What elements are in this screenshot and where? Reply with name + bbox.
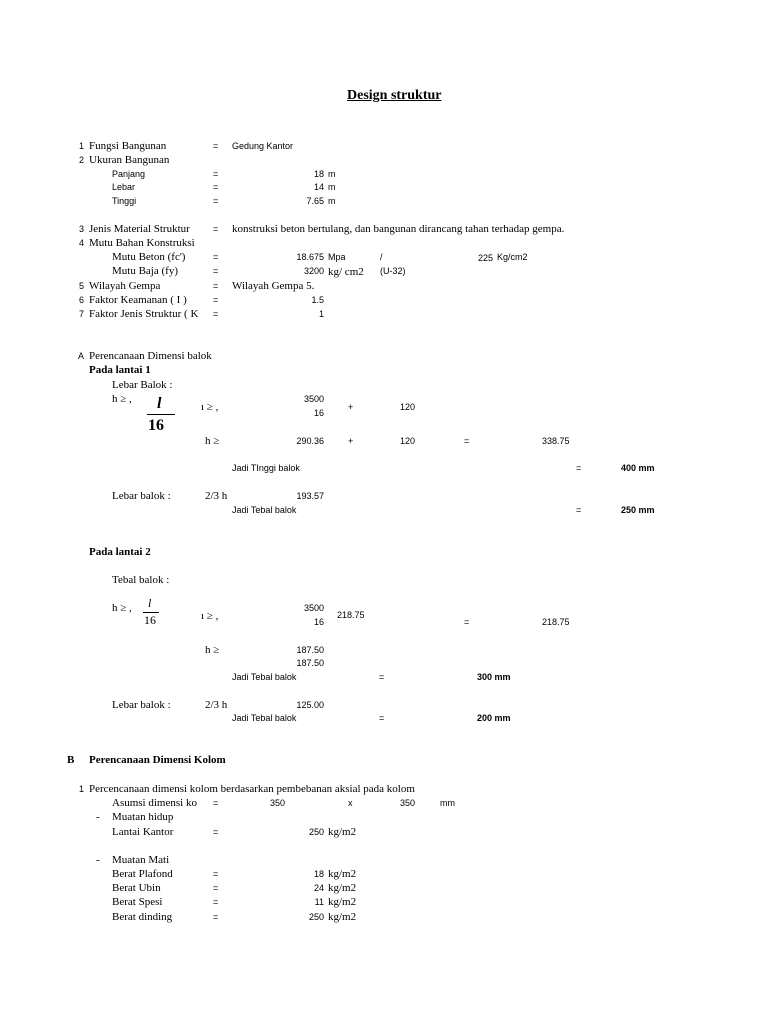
equals-sign: = <box>379 672 385 682</box>
item-number: 7 <box>78 309 84 319</box>
fraction-numerator: l <box>157 395 162 412</box>
load-unit: kg/m2 <box>328 826 357 838</box>
item-value: Wilayah Gempa 5. <box>232 280 315 292</box>
equals-sign: = <box>213 196 219 206</box>
result-label: Jadi Tebal balok <box>232 713 297 723</box>
item-number: 2 <box>78 155 84 165</box>
load-label: Berat dinding <box>112 911 173 923</box>
result-label: Jadi TInggi balok <box>232 463 300 473</box>
load-value: 18 <box>313 869 324 879</box>
item-number: 6 <box>78 295 84 305</box>
result-label: Jadi Tebal balok <box>232 672 297 682</box>
item-label: Fungsi Bangunan <box>89 140 167 152</box>
equals-sign: = <box>213 798 219 808</box>
material-value: 225 <box>477 253 493 263</box>
dimension-label: Panjang <box>112 169 146 179</box>
material-label: Mutu Beton (fc') <box>112 251 186 263</box>
load-unit: kg/m2 <box>328 882 357 894</box>
list-dash: - <box>96 811 100 823</box>
load-label: Berat Ubin <box>112 882 161 894</box>
load-group-label: Muatan Mati <box>112 854 170 866</box>
calc-value: 3500 <box>303 603 324 613</box>
calc-value: 193.57 <box>296 491 324 501</box>
formula-h: h ≥ , <box>112 393 132 405</box>
item-label: Faktor Keamanan ( I ) <box>89 294 187 306</box>
calc-result: 338.75 <box>542 436 570 446</box>
item-value: Gedung Kantor <box>232 141 294 151</box>
plus-sign: + <box>348 402 354 412</box>
dimension-value: 14 <box>313 182 324 192</box>
calc-value: 16 <box>313 617 324 627</box>
section-title: Perencanaan Dimensi balok <box>89 350 212 362</box>
equals-sign: = <box>213 169 219 179</box>
dimension-label: Lebar <box>112 182 136 192</box>
item-value: 1 <box>318 309 324 319</box>
result-value: 400 mm <box>621 463 655 473</box>
load-label: Berat Plafond <box>112 868 173 880</box>
equals-sign: = <box>379 713 385 723</box>
equals-sign: = <box>213 224 219 234</box>
list-dash: - <box>96 854 100 866</box>
material-unit: kg/ cm2 <box>328 266 364 278</box>
dimension-unit: m <box>328 196 336 206</box>
material-value: 3200 <box>303 266 324 276</box>
result-value: 300 mm <box>477 672 511 682</box>
equals-sign: = <box>213 912 219 922</box>
calc-result: 218.75 <box>542 617 570 627</box>
equals-sign: = <box>213 281 219 291</box>
equals-sign: = <box>213 182 219 192</box>
formula-two-thirds: 2/3 h <box>205 699 228 711</box>
calc-value: 218.75 <box>337 610 365 620</box>
calc-value: 125.00 <box>296 700 324 710</box>
material-value: 18.675 <box>296 252 324 262</box>
fraction-bar <box>147 414 175 415</box>
column-dimension: 350 <box>400 798 416 808</box>
load-value: 250 <box>308 912 324 922</box>
equals-sign: = <box>213 869 219 879</box>
calc-value: 120 <box>400 436 416 446</box>
slash-separator: / <box>380 252 383 262</box>
item-number: 4 <box>78 238 84 248</box>
dimension-unit: m <box>328 182 336 192</box>
subsection-heading: Pada lantai 1 <box>89 364 151 376</box>
item-label: Jenis Material Struktur <box>89 223 190 235</box>
calc-value: 187.50 <box>296 658 324 668</box>
section-title: Perencanaan Dimensi Kolom <box>89 754 226 766</box>
steel-grade: (U-32) <box>380 266 406 276</box>
item-number: 1 <box>78 141 84 151</box>
subsection-heading: Pada lantai 2 <box>89 546 151 558</box>
formula-h: ı ≥ , <box>201 401 219 413</box>
calc-value: 16 <box>313 408 324 418</box>
calc-value: 187.50 <box>296 645 324 655</box>
load-group-label: Muatan hidup <box>112 811 174 823</box>
times-sign: x <box>348 798 353 808</box>
row-label: Asumsi dimensi ko <box>112 798 197 809</box>
dimension-value: 7.65 <box>306 196 324 206</box>
calc-value: 120 <box>400 402 416 412</box>
section-letter: B <box>67 754 75 766</box>
equals-sign: = <box>213 266 219 276</box>
dimension-value: 18 <box>313 169 324 179</box>
material-unit: Kg/cm2 <box>497 252 528 262</box>
load-value: 250 <box>308 827 324 837</box>
plus-sign: + <box>348 436 354 446</box>
dimension-unit: mm <box>440 798 455 808</box>
material-unit: Mpa <box>328 252 346 262</box>
row-label: Lebar Balok : <box>112 379 173 391</box>
load-unit: kg/m2 <box>328 868 357 880</box>
item-value: konstruksi beton bertulang, dan bangunan dirancang tahan terhadap gempa. <box>232 223 565 235</box>
item-number: 3 <box>78 224 84 234</box>
formula-h: ı ≥ , <box>201 610 219 622</box>
calc-value: 3500 <box>303 394 324 404</box>
equals-sign: = <box>213 252 219 262</box>
equals-sign: = <box>213 827 219 837</box>
item-label: Mutu Bahan Konstruksi <box>89 237 195 249</box>
load-value: 11 <box>314 897 324 907</box>
load-label: Berat Spesi <box>112 896 163 908</box>
item-label: Ukuran Bangunan <box>89 154 170 166</box>
row-label: Tebal balok : <box>112 574 170 586</box>
equals-sign: = <box>213 897 219 907</box>
equals-sign: = <box>464 436 470 446</box>
calc-value: 290.36 <box>296 436 324 446</box>
section-letter: A <box>78 351 85 361</box>
equals-sign: = <box>213 309 219 319</box>
equals-sign: = <box>213 141 219 151</box>
item-number: 1 <box>78 784 84 794</box>
equals-sign: = <box>213 295 219 305</box>
result-label: Jadi Tebal balok <box>232 505 297 515</box>
page-title: Design struktur <box>347 88 442 103</box>
equals-sign: = <box>576 505 582 515</box>
item-label: Wilayah Gempa <box>89 280 161 292</box>
load-unit: kg/m2 <box>328 896 357 908</box>
item-number: 5 <box>78 281 84 291</box>
material-label: Mutu Baja (fy) <box>112 265 178 277</box>
dimension-unit: m <box>328 169 336 179</box>
column-dimension: 350 <box>270 798 286 808</box>
result-value: 250 mm <box>621 505 655 515</box>
row-label: Lebar balok : <box>112 490 171 502</box>
load-unit: kg/m2 <box>328 911 357 923</box>
formula-two-thirds: 2/3 h <box>205 490 228 502</box>
fraction-denominator: 16 <box>148 417 164 434</box>
result-value: 200 mm <box>477 713 511 723</box>
item-value: 1.5 <box>311 295 324 305</box>
dimension-label: Tinggi <box>112 196 137 206</box>
formula-h: h ≥ <box>205 644 220 656</box>
load-label: Lantai Kantor <box>112 826 174 838</box>
equals-sign: = <box>213 883 219 893</box>
fraction-denominator: 16 <box>144 613 156 627</box>
fraction-numerator: l <box>148 596 152 610</box>
item-label: Percencanaan dimensi kolom berdasarkan pembebanan aksial pada kolom <box>89 783 415 795</box>
formula-h: h ≥ <box>205 435 220 447</box>
equals-sign: = <box>464 617 470 627</box>
formula-h: h ≥ , <box>112 602 132 614</box>
item-label: Faktor Jenis Struktur ( K <box>89 309 199 320</box>
load-value: 24 <box>313 883 324 893</box>
row-label: Lebar balok : <box>112 699 171 711</box>
equals-sign: = <box>576 463 582 473</box>
